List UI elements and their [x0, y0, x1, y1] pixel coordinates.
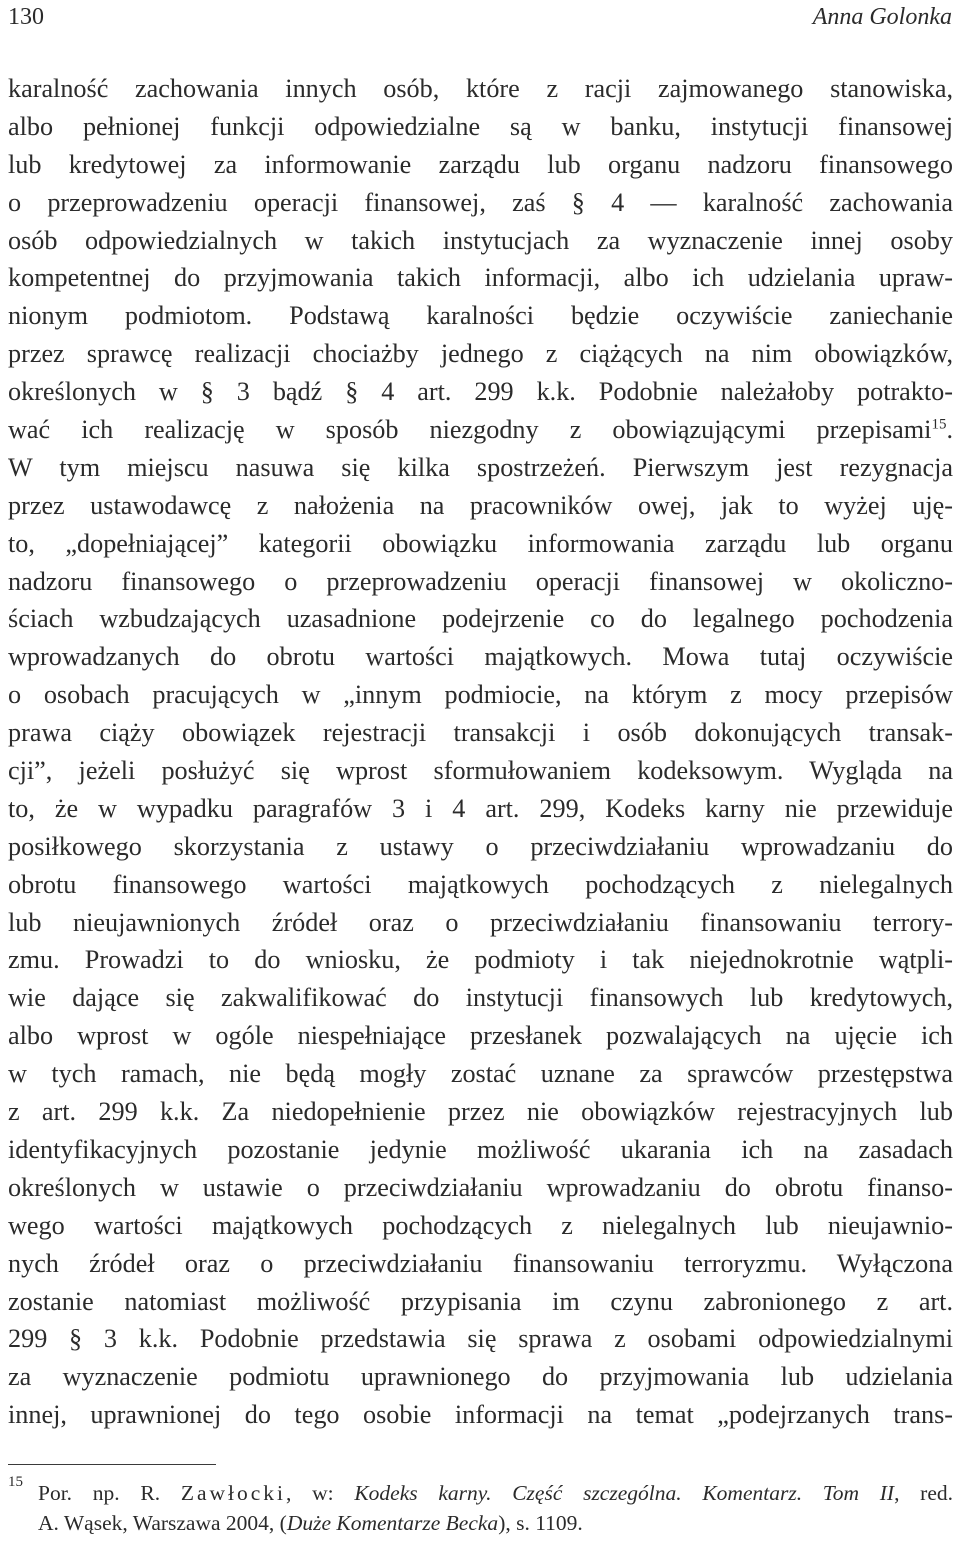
- text-line: osób odpowiedzialnych w takich instytucjach za wyznaczenie innej osoby: [8, 225, 953, 255]
- text-line: o osobach pracujących w „innym podmiocie, na którym z mocy przepisów: [8, 680, 953, 710]
- text-line: przez sprawcę realizacji chociażby jednego z ciążących na nim obowiązków,: [8, 339, 953, 369]
- text-line: w tych ramach, nie będą mogły zostać uznane za sprawców przestępstwa: [8, 1059, 953, 1089]
- text-line: kompetentnej do przyjmowania takich informacji, albo ich udzielania upraw-: [8, 263, 953, 293]
- running-head: [8, 2, 952, 36]
- text-line: przez ustawodawcę z nałożenia na pracowników owej, jak to wyżej uję-: [8, 490, 953, 520]
- footnote-series: Duże Komentarze Becka: [286, 1511, 499, 1535]
- text-line: o przeprowadzeniu operacji finansowej, zaś § 4 — karalność zachowania: [8, 187, 953, 217]
- page-number: 130: [8, 4, 44, 30]
- text-line: to, że w wypadku paragrafów 3 i 4 art. 299, Kodeks karny nie przewiduje: [8, 793, 953, 823]
- running-head-author: Anna Golonka: [812, 4, 952, 30]
- footnote: [8, 1474, 954, 1538]
- text-line: zostanie natomiast możliwość przypisania im czynu zabronionego z art.: [8, 1286, 953, 1316]
- text-line: to, „dopełniającej” kategorii obowiązku informowania zarządu lub organu: [8, 528, 953, 558]
- footnote-text: A. Wąsek, Warszawa 2004, (: [38, 1511, 287, 1535]
- footnote-book-title: Kodeks karny. Część szczególna. Komentarz. Tom II: [354, 1481, 895, 1505]
- text-line-with-footnote: [8, 411, 953, 449]
- body-text: [8, 70, 953, 1434]
- text-line: obrotu finansowego wartości majątkowych pochodzących z nielegalnych: [8, 869, 953, 899]
- text-line: 299 § 3 k.k. Podobnie przedstawia się sprawa z osobami odpowiedzialnymi: [8, 1324, 953, 1354]
- footnote-text: , w:: [286, 1481, 334, 1505]
- footnote-text: , red.: [894, 1481, 954, 1505]
- footnote-author: Zawłocki: [180, 1481, 287, 1505]
- footnote-text: Por. np. R.: [38, 1481, 161, 1505]
- text-line: W tym miejscu nasuwa się kilka spostrzeżeń. Pierwszym jest rezygnacja: [8, 452, 953, 482]
- footnote-reference[interactable]: 15: [931, 416, 947, 433]
- text-line: lub nieujawnionych źródeł oraz o przeciwdziałaniu finansowaniu terrory-: [8, 907, 953, 937]
- text-line: identyfikacyjnych pozostanie jedynie możliwość ukarania ich na zasadach: [8, 1134, 953, 1164]
- text-line: cji”, jeżeli posłużyć się wprost sformułowaniem kodeksowym. Wygląda na: [8, 756, 953, 786]
- text-line: wie dające się zakwalifikować do instytucji finansowych lub kredytowych,: [8, 983, 953, 1013]
- text-line: posiłkowego skorzystania z ustawy o przeciwdziałaniu wprowadzaniu do: [8, 831, 953, 861]
- text-line: lub kredytowej za informowanie zarządu lub organu nadzoru finansowego: [8, 149, 953, 179]
- text-line: zmu. Prowadzi to do wniosku, że podmioty i tak niejednokrotnie wątpli-: [8, 945, 953, 975]
- footnote-text: ), s. 1109.: [498, 1511, 583, 1535]
- text-line: nadzoru finansowego o przeprowadzeniu operacji finansowej w okoliczno-: [8, 566, 953, 596]
- footnote-separator: [8, 1464, 216, 1465]
- text-line: nionym podmiotom. Podstawą karalności będzie oczywiście zaniechanie: [8, 301, 953, 331]
- text-line: innej, uprawnionej do tego osobie informacji na temat „podejrzanych trans-: [8, 1400, 953, 1430]
- footnote-number: 15: [8, 1474, 23, 1490]
- text-line: albo pełnionej funkcji odpowiedzialne są w banku, instytucji finansowej: [8, 111, 953, 141]
- text-line: z art. 299 k.k. Za niedopełnienie przez nie obowiązków rejestracyjnych lub: [8, 1097, 953, 1127]
- text-line: określonych w ustawie o przeciwdziałaniu wprowadzaniu do obrotu finanso-: [8, 1172, 953, 1202]
- text-line-tail: .: [946, 415, 953, 445]
- text-line: ściach wzbudzających uzasadnione podejrzenie co do legalnego pochodzenia: [8, 604, 953, 634]
- text-line: albo wprost w ogóle niespełniające przesłanek pozwalających na ujęcie ich: [8, 1021, 953, 1051]
- text-line: określonych w § 3 bądź § 4 art. 299 k.k. Podobnie należałoby potrakto-: [8, 377, 953, 407]
- text-line: wego wartości majątkowych pochodzących z nielegalnych lub nieujawnio-: [8, 1210, 953, 1240]
- text-line-content: wać ich realizację w sposób niezgodny z obowiązującymi przepisami: [8, 415, 932, 445]
- text-line: prawa ciąży obowiązek rejestracji transakcji i osób dokonujących transak-: [8, 718, 953, 748]
- text-line: karalność zachowania innych osób, które z racji zajmowanego stanowiska,: [8, 74, 953, 103]
- text-line: za wyznaczenie podmiotu uprawnionego do przyjmowania lub udzielania: [8, 1362, 953, 1392]
- footnote-line: [38, 1508, 953, 1538]
- text-line: wprowadzanych do obrotu wartości majątkowych. Mowa tutaj oczywiście: [8, 642, 953, 672]
- footnote-line: [38, 1478, 953, 1508]
- text-line: nych źródeł oraz o przeciwdziałaniu finansowaniu terroryzmu. Wyłączona: [8, 1248, 953, 1278]
